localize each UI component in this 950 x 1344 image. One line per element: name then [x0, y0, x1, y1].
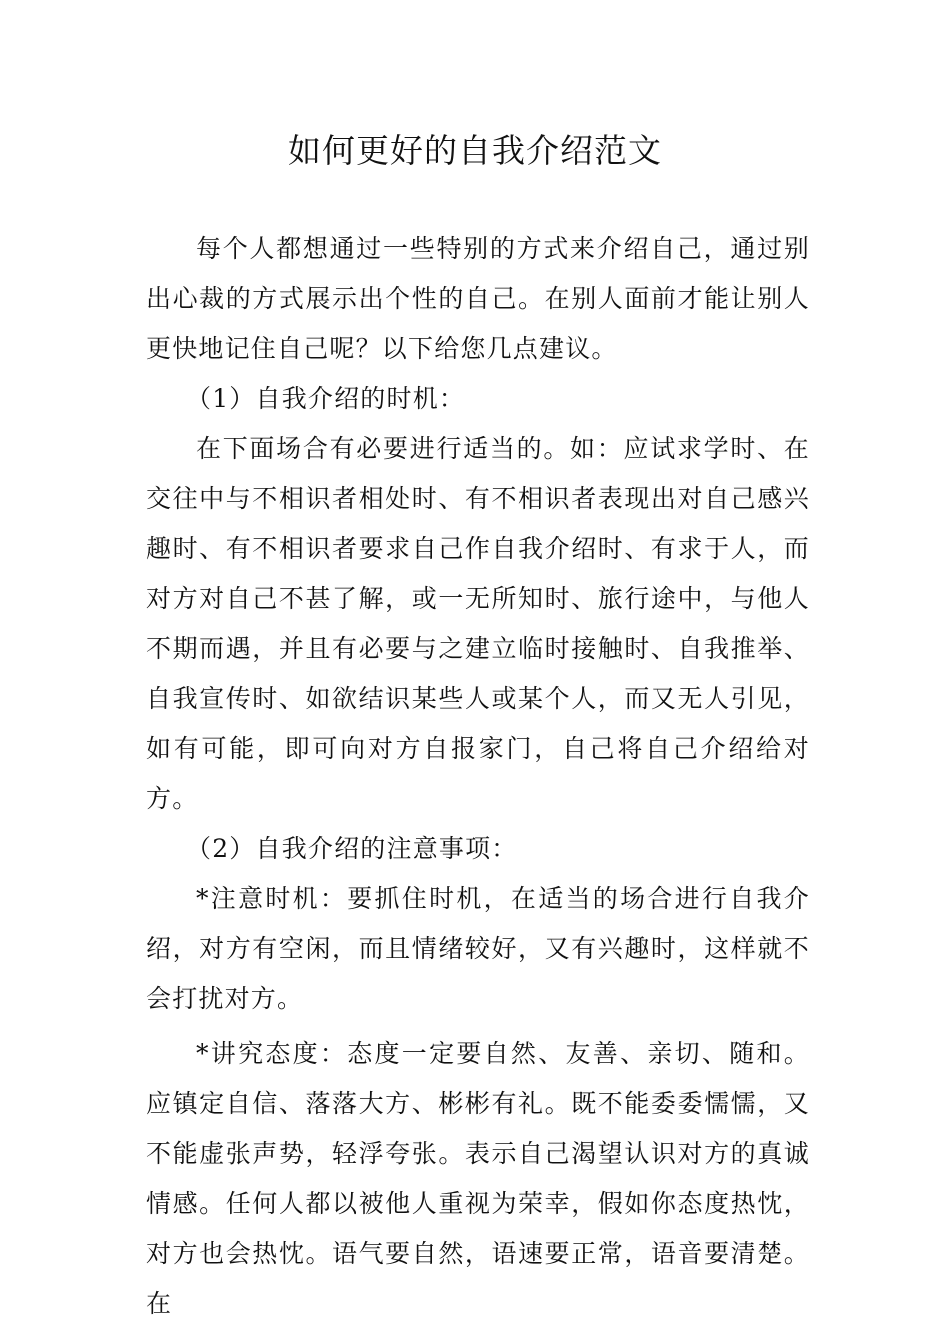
section-heading-timing: （1）自我介绍的时机：	[186, 384, 466, 413]
intro-paragraph: 每个人都想通过一些特别的方式来介绍自己，通过别出心裁的方式展示出个性的自己。在别人面前才能让别人更快地记住自己呢？以下给您几点建议。	[146, 234, 810, 363]
timing-paragraph: 在下面场合有必要进行适当的。如：应试求学时、在交往中与不相识者相处时、有不相识者表现出对自己感兴趣时、有不相识者要求自己作自我介绍时、有求于人，而对方对自己不甚了解，或一无所知时、旅行途中，与他人不期而遇，并且有必要与之建立临时接触时、自我推举、自我宣传时、如欲结识某些人或某个人，而又无人引见，如有可能，即可向对方自报家门，自己将自己介绍给对方。	[146, 434, 810, 813]
document-title: 如何更好的自我介绍范文	[288, 131, 662, 170]
note-timing-paragraph: *注意时机：要抓住时机，在适当的场合进行自我介绍，对方有空闲，而且情绪较好，又有兴趣时，这样就不会打扰对方。	[146, 884, 810, 1013]
section-heading-notes: （2）自我介绍的注意事项：	[186, 834, 518, 863]
note-attitude-paragraph: *讲究态度：态度一定要自然、友善、亲切、随和。应镇定自信、落落大方、彬彬有礼。既不能委委懦懦，又不能虚张声势，轻浮夸张。表示自己渴望认识对方的真诚情感。任何人都以被他人重视为荣幸，假如你态度热忱，对方也会热忱。语气要自然，语速要正常，语音要清楚。在	[146, 1039, 810, 1318]
document-body	[146, 224, 810, 1329]
